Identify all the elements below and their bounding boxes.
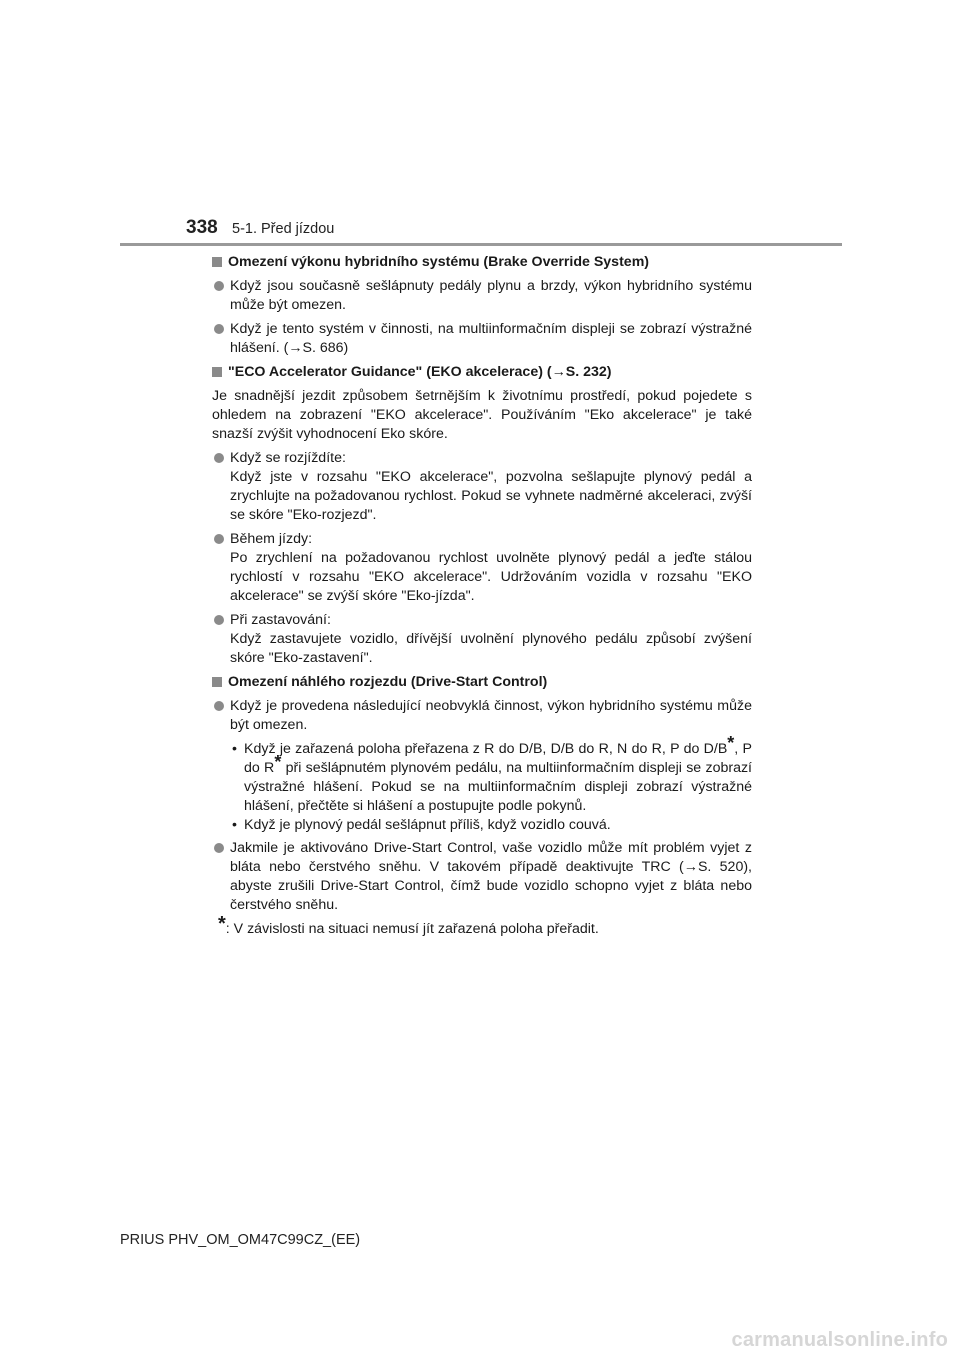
section-heading-eco-accelerator: "ECO Accelerator Guidance" (EKO akcelerace) (→S. 232) [212, 363, 752, 382]
bullet-item [212, 611, 752, 668]
sub-bullet-text: , P do R [244, 741, 752, 776]
bullet-item [212, 530, 752, 606]
header-divider [120, 243, 842, 246]
footnote-marker: * [218, 913, 226, 935]
footnote-text: : V závislosti na situaci nemusí jít zařazená poloha přeřadit. [225, 921, 599, 937]
page-number: 338 [186, 217, 218, 238]
section-heading-brake-override: Omezení výkonu hybridního systému (Brake Override System) [212, 253, 752, 272]
sub-bullet-item [212, 733, 752, 816]
bullet-item: Když jsou současně sešlápnuty pedály plynu a brzdy, výkon hybridního systému může být omezen. [212, 277, 752, 315]
bullet-title: Při zastavování: [230, 612, 331, 628]
sub-list [212, 733, 752, 835]
footnote-marker: * [727, 733, 735, 753]
bullet-item: Jakmile je aktivováno Drive-Start Control, vaše vozidlo může mít problém vyjet z bláta nebo čerstvého sněhu. V takovém případě deaktivujte TRC (→S. 520), abyste zrušili Drive-Start Control, čímž bude vozidlo schopno vyjet z bláta nebo čerstvého sněhu. [212, 839, 752, 915]
bullet-title: Během jízdy: [230, 531, 313, 547]
bullet-text: Když zastavujete vozidlo, dřívější uvolnění plynového pedálu způsobí zvýšení skóre "Eko-zastavení". [230, 631, 752, 666]
bullet-item: Když je tento systém v činnosti, na multiinformačním displeji se zobrazí výstražné hlášení. (→S. 686) [212, 320, 752, 358]
footer-doc-code: PRIUS PHV_OM_OM47C99CZ_(EE) [120, 1232, 361, 1248]
sub-bullet-item: • Když je plynový pedál sešlápnut příliš, když vozidlo couvá. [212, 816, 752, 835]
bullet-item [212, 449, 752, 525]
section-intro: Je snadnější jezdit způsobem šetrnějším k životnímu prostředí, pokud pojedete s ohledem na zobrazení "EKO akcelerace". Používáním "Eko akcelerace" je také snazší zvýšit vyhodnocení Eko skóre. [212, 388, 752, 442]
page-content [212, 253, 752, 939]
section-heading-drive-start-control: Omezení náhlého rozjezdu (Drive-Start Control) [212, 673, 752, 692]
section-title: 5-1. Před jízdou [232, 221, 335, 237]
bullet-text: Když jste v rozsahu "EKO akcelerace", pozvolna sešlapujte plynový pedál a zrychlujte na požadovanou rychlost. Pokud se vyhnete nadměrné akceleraci, zvýší se skóre "Eko-rozjezd". [230, 469, 752, 523]
page-header [0, 0, 960, 250]
watermark-logo: carmanualsonline.info [731, 1329, 948, 1351]
footnote-marker: * [274, 752, 282, 772]
footnote [218, 913, 752, 939]
bullet-item: Když je provedena následující neobvyklá činnost, výkon hybridního systému může být omezen. [212, 697, 752, 735]
bullet-title: Když se rozjíždíte: [230, 450, 346, 466]
sub-bullet-text: Když je zařazená poloha přeřazena z R do D/B, D/B do R, N do R, P do D/B [244, 741, 728, 757]
sub-bullet-text: při sešlápnutém plynovém pedálu, na multiinformačním displeji se zobrazí výstražné hlášení. Pokud se na multiinformačním displeji zobrazí výstražné hlášení, přečtěte si hlášení a postupujte podle pokynů. [244, 760, 752, 814]
bullet-text: Po zrychlení na požadovanou rychlost uvolněte plynový pedál a jeďte stálou rychlostí v rozsahu "EKO akcelerace". Udržováním vozidla v rozsahu "EKO akcelerace" se zvýší skóre "Eko-jízda". [230, 550, 752, 604]
